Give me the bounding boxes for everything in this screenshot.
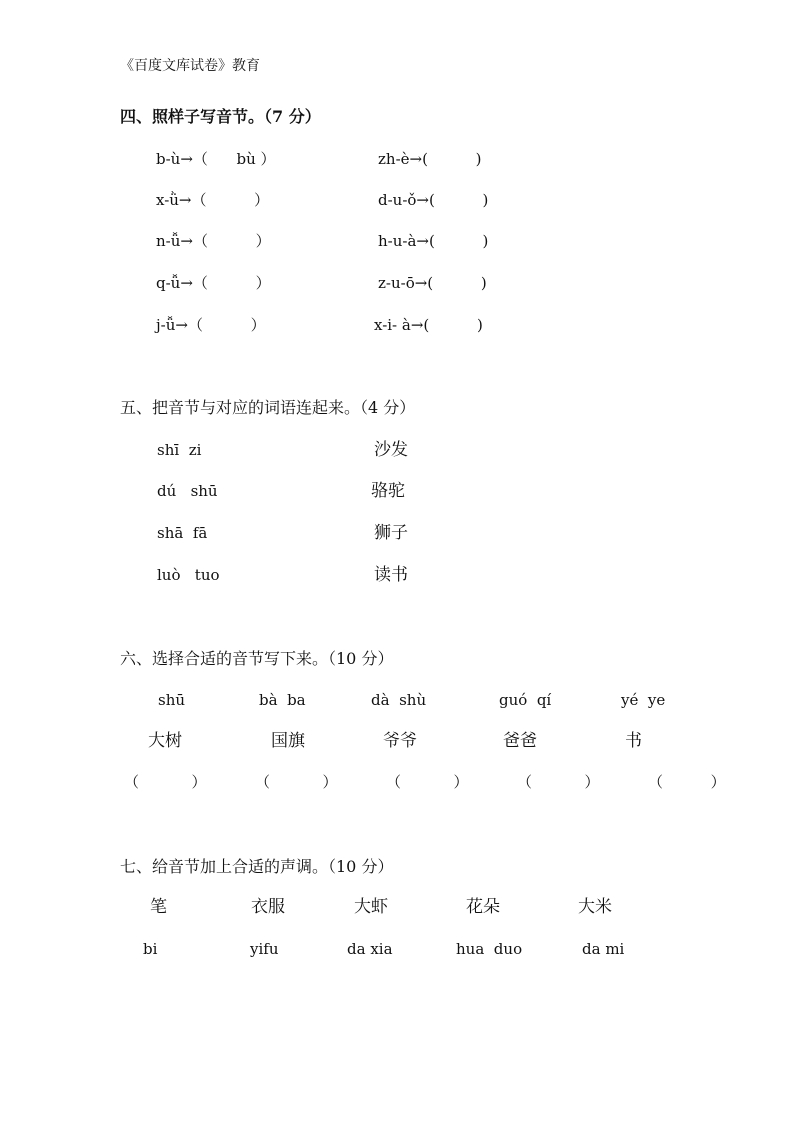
section-4-left-item-3: n-ǚ→（ ） [156, 232, 271, 250]
section-6-word-4: 爸爸 [503, 731, 537, 751]
section-4-right-item-3: h-u-à→( ) [378, 232, 489, 250]
section-5-pinyin-2: dú shū [157, 482, 218, 500]
section-6-word-2: 国旗 [271, 731, 305, 751]
section-4-right-item-1: zh-è→( ) [378, 150, 482, 168]
section-6-blank-3[interactable]: （ ） [386, 773, 469, 791]
section-7-title: 七、给音节加上合适的声调。（10 分） [120, 857, 394, 876]
section-7-pinyin-4: hua duo [456, 940, 523, 958]
section-7-word-5: 大米 [578, 897, 612, 917]
section-4-title: 四、照样子写音节。（7 分） [120, 107, 321, 126]
section-5-pinyin-1: shī zi [157, 441, 202, 459]
section-6-blank-5[interactable]: （ ） [648, 773, 726, 791]
section-5-pinyin-3: shā fā [157, 524, 208, 542]
section-6-word-3: 爷爷 [383, 731, 417, 751]
section-6-title: 六、选择合适的音节写下来。（10 分） [120, 649, 394, 668]
section-5-title: 五、把音节与对应的词语连起来。（4 分） [120, 398, 416, 417]
section-4-right-item-4: z-u-ō→( ) [378, 274, 487, 292]
section-7-word-1: 笔 [150, 897, 167, 917]
section-5-word-2: 骆驼 [371, 481, 405, 501]
section-4-left-item-2: x-ǜ→（ ） [156, 191, 270, 209]
section-6-syllable-2: bà ba [259, 691, 306, 709]
section-7-word-3: 大虾 [354, 897, 388, 917]
section-7-pinyin-3: da xia [347, 940, 393, 958]
section-5-pinyin-4: luò tuo [157, 566, 220, 584]
section-6-syllable-5: yé ye [621, 691, 666, 709]
section-6-word-5: 书 [625, 731, 642, 751]
section-4-left-item-4: q-ǚ→（ ） [156, 274, 271, 292]
section-7-pinyin-5: da mi [582, 940, 625, 958]
section-5-word-1: 沙发 [374, 440, 408, 460]
section-6-syllable-1: shū [158, 691, 186, 709]
document-header: 《百度文库试卷》教育 [120, 58, 260, 74]
section-6-blank-1[interactable]: （ ） [124, 773, 207, 791]
section-4-left-item-5: j-ǚ→（ ） [156, 316, 266, 334]
section-6-blank-4[interactable]: （ ） [517, 773, 600, 791]
section-7-pinyin-2: yifu [250, 940, 279, 958]
section-7-word-2: 衣服 [251, 897, 285, 917]
section-5-word-4: 读书 [374, 565, 408, 585]
section-6-blank-2[interactable]: （ ） [255, 773, 338, 791]
section-7-word-4: 花朵 [466, 897, 500, 917]
section-4-right-item-5: x-i- à→( ) [374, 316, 483, 334]
section-4-left-item-1: b-ù→（ bù ） [156, 150, 276, 168]
section-6-syllable-4: guó qí [499, 691, 552, 709]
section-7-pinyin-1: bi [143, 940, 158, 958]
section-6-syllable-3: dà shù [371, 691, 427, 709]
section-4-right-item-2: d-u-ǒ→( ) [378, 191, 489, 209]
section-5-word-3: 狮子 [374, 523, 408, 543]
section-6-word-1: 大树 [148, 731, 182, 751]
